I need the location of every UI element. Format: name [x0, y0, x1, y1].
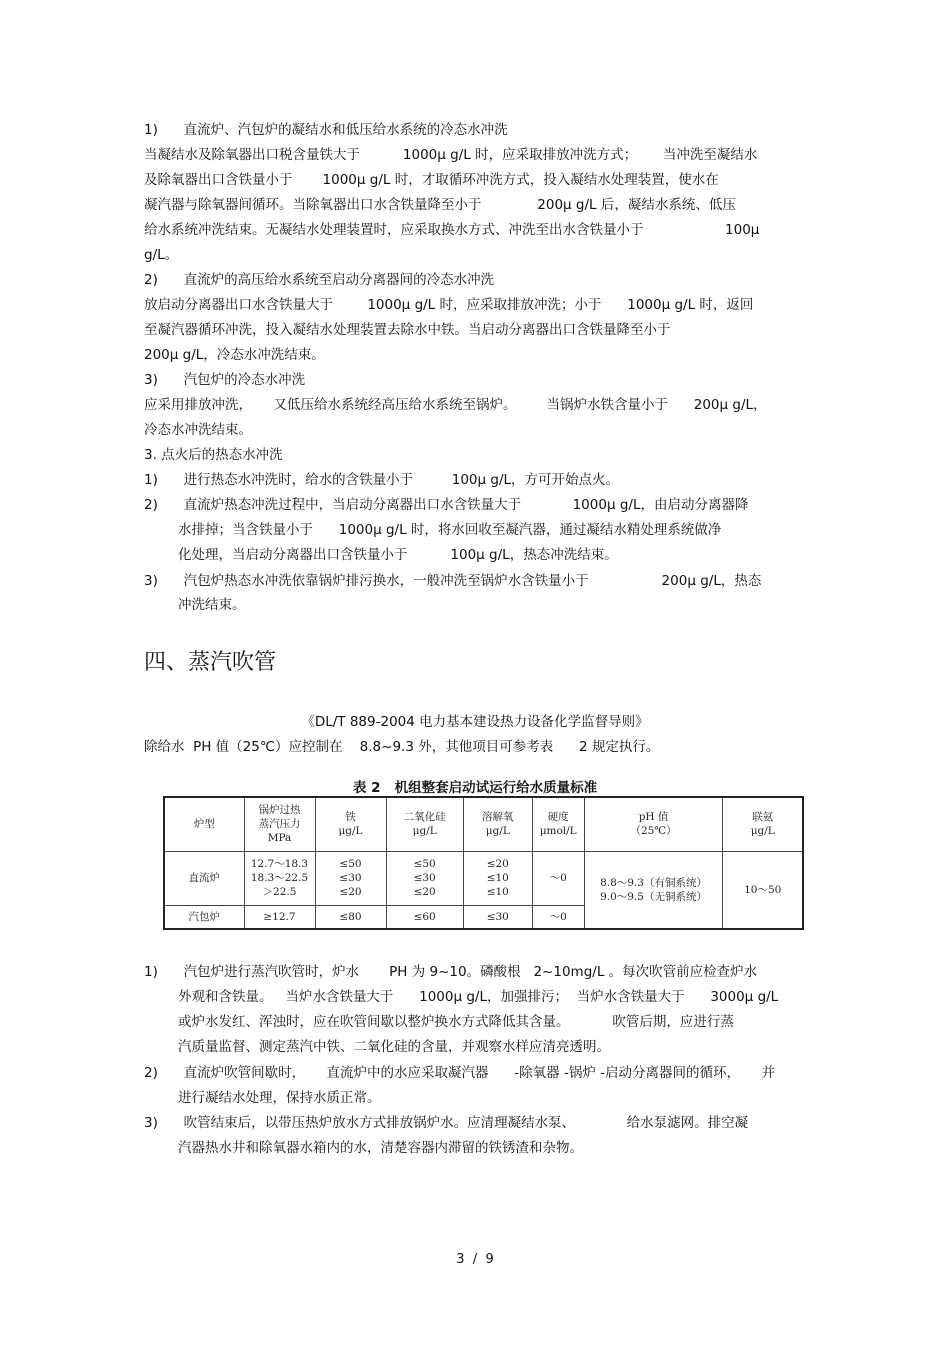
- paragraph-line: 放启动分离器出口水含铁量大于 1000μ g/L 时，应采取排放冲洗；小于 1000μ g/L 时，返回: [144, 297, 754, 313]
- header-cell: 联氨 μg/L: [723, 797, 803, 851]
- section-3-heading: 3. 点火后的热态水冲洗: [144, 447, 283, 463]
- list-item-continued: 汽器热水井和除氧器水箱内的水，清楚容器内滞留的铁锈渣和杂物。: [178, 1140, 583, 1156]
- paragraph-line: 给水系统冲洗结束。无凝结水处理装置时，应采取换水方式、冲洗至出水含铁量小于 100μ: [144, 222, 760, 238]
- iron-cell: ≤50 ≤30 ≤20: [315, 851, 386, 905]
- paragraph-line: 至凝汽器循环冲洗，投入凝结水处理装置去除水中铁。当启动分离器出口含铁量降至小于: [144, 322, 671, 338]
- list-item: 3) 吹管结束后，以带压热炉放水方式排放锅炉水。应清理凝结水泵、 给水泵滤网。排空凝: [144, 1115, 749, 1131]
- oxygen-cell: ≤30: [463, 905, 532, 929]
- list-item-continued: 进行凝结水处理，保持水质正常。: [178, 1090, 381, 1106]
- oxygen-cell: ≤20 ≤10 ≤10: [463, 851, 532, 905]
- hardness-cell: ～0: [532, 905, 584, 929]
- list-item: 3) 汽包炉热态水冲洗依靠锅炉排污换水，一般冲洗至锅炉水含铁量小于 200μ g/L，热态: [144, 573, 762, 589]
- table-row: [164, 851, 803, 905]
- hydrazine-cell: 10～50: [723, 851, 803, 929]
- ph-cell: 8.8～9.3（有铜系统） 9.0～9.5（无铜系统）: [584, 851, 723, 929]
- boiler-type-cell: 汽包炉: [164, 905, 244, 929]
- list-item-continued: 或炉水发红、浑浊时，应在吹管间歇以整炉换水方式降低其含量。 吹管后期，应进行蒸: [178, 1014, 734, 1030]
- paragraph-line: 凝汽器与除氧器间循环。当除氧器出口水含铁量降至小于 200μ g/L 后，凝结水系统、低压: [144, 197, 736, 213]
- list-item-continued: 水排掉；当含铁量小于 1000μ g/L 时，将水回收至凝汽器，通过凝结水精处理系统做净: [178, 522, 722, 538]
- boiler-type-cell: 直流炉: [164, 851, 244, 905]
- iron-cell: ≤80: [315, 905, 386, 929]
- header-cell: pH 值 （25℃）: [584, 797, 723, 851]
- paragraph-line: 当凝结水及除氧器出口税含量铁大于 1000μ g/L 时，应采取排放冲洗方式； 当冲洗至凝结水: [144, 147, 758, 163]
- header-cell: 硬度 μmol/L: [532, 797, 584, 851]
- item-1-heading: 1) 直流炉、汽包炉的凝结水和低压给水系统的冷态水冲洗: [144, 122, 508, 138]
- header-cell: 炉型: [164, 797, 244, 851]
- reference-line: 除给水 PH 值（25℃）应控制在 8.8~9.3 外，其他项目可参考表 2 规定执行。: [144, 739, 660, 755]
- list-item-continued: 冲洗结束。: [178, 597, 246, 613]
- paragraph-line: 冷态水冲洗结束。: [144, 422, 252, 438]
- list-item-continued: 化处理，当启动分离器出口含铁量小于 100μ g/L，热态冲洗结束。: [178, 547, 618, 563]
- list-item-continued: 外观和含铁量。 当炉水含铁量大于 1000μ g/L，加强排污； 当炉水含铁量大于 3000μ g/L: [178, 989, 779, 1005]
- pressure-cell: ≥12.7: [244, 905, 315, 929]
- list-item: 2) 直流炉热态冲洗过程中，当启动分离器出口水含铁量大于 1000μ g/L，由启动分离器降: [144, 497, 749, 513]
- reference-title: 《DL/T 889-2004 电力基本建设热力设备化学监督导则》: [301, 714, 649, 730]
- item-3-heading: 3) 汽包炉的冷态水冲洗: [144, 372, 306, 388]
- water-quality-table: [163, 796, 804, 930]
- paragraph-line: g/L。: [144, 247, 179, 263]
- section-heading: 四、蒸汽吹管: [144, 650, 277, 675]
- list-item-continued: 汽质量监督、测定蒸汽中铁、二氧化硅的含量，并观察水样应清亮透明。: [178, 1039, 610, 1055]
- list-item: 1) 进行热态水冲洗时，给水的含铁量小于 100μ g/L，方可开始点火。: [144, 472, 620, 488]
- header-cell: 二氧化硅 μg/L: [386, 797, 463, 851]
- page-number: 3 / 9: [456, 1252, 494, 1267]
- header-cell: 溶解氧 μg/L: [463, 797, 532, 851]
- hardness-cell: ～0: [532, 851, 584, 905]
- pressure-cell: 12.7～18.3 18.3～22.5 ＞22.5: [244, 851, 315, 905]
- list-item: 1) 汽包炉进行蒸汽吹管时，炉水 PH 为 9~10。磷酸根 2~10mg/L 。每次吹管前应检查炉水: [144, 964, 758, 980]
- silica-cell: ≤60: [386, 905, 463, 929]
- paragraph-line: 200μ g/L，冷态水冲洗结束。: [144, 347, 325, 363]
- header-cell: 锅炉过热 蒸汽压力 MPa: [244, 797, 315, 851]
- silica-cell: ≤50 ≤30 ≤20: [386, 851, 463, 905]
- item-2-heading: 2) 直流炉的高压给水系统至启动分离器间的冷态水冲洗: [144, 272, 495, 288]
- paragraph-line: 应采用排放冲洗， 又低压给水系统经高压给水系统至锅炉。 当锅炉水铁含量小于 200μ g/L，: [144, 397, 767, 413]
- table-header-row: [164, 797, 803, 851]
- table-title: 表 2 机组整套启动试运行给水质量标准: [352, 780, 598, 796]
- paragraph-line: 及除氧器出口含铁量小于 1000μ g/L 时，才取循环冲洗方式，投入凝结水处理装置，使水在: [144, 172, 719, 188]
- header-cell: 铁 μg/L: [315, 797, 386, 851]
- list-item: 2) 直流炉吹管间歇时， 直流炉中的水应采取凝汽器 -除氧器 -锅炉 -启动分离器间的循环， 并: [144, 1065, 775, 1081]
